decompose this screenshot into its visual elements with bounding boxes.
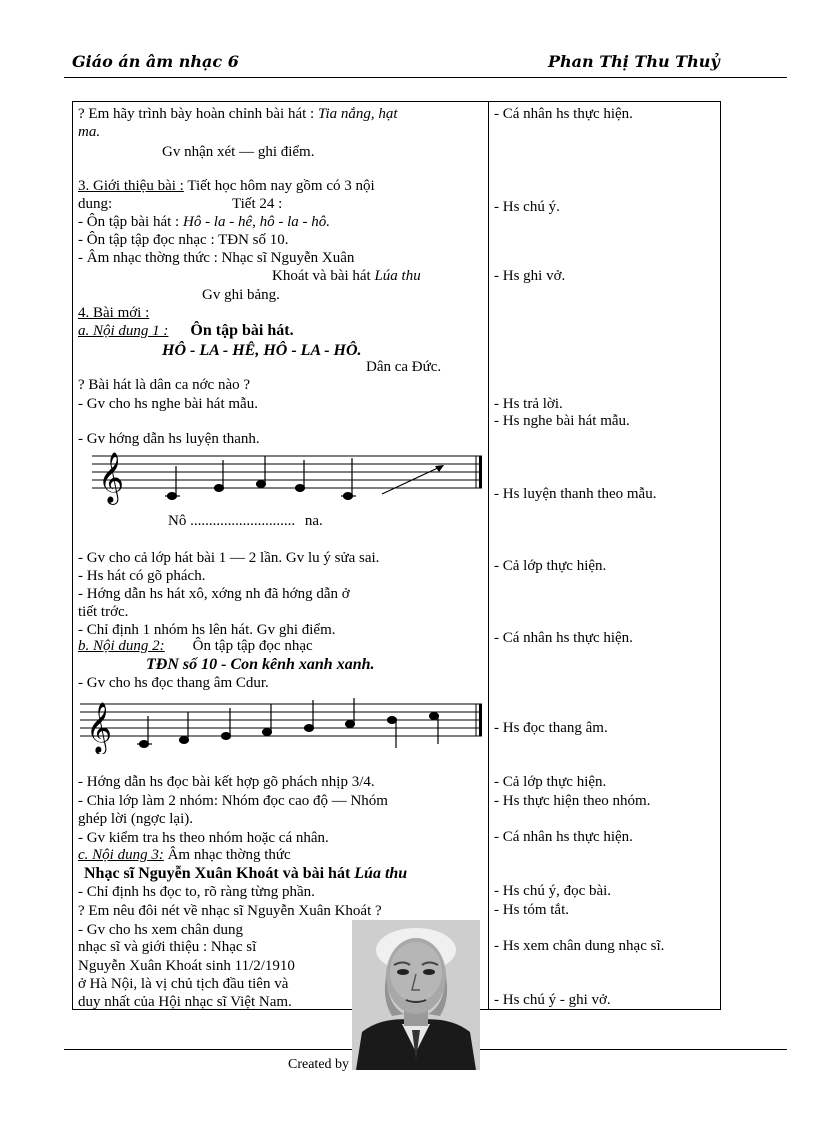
header-author: Phan Thị Thu Thuỷ: [548, 52, 720, 71]
question-1: ? Em hãy trình bày hoàn chỉnh bài hát : Tia nắng, hạt: [78, 106, 398, 122]
vocal-syllable: Nô ............................ na.: [168, 513, 323, 529]
question-composer: ? Em nêu đôi nét về nhạc sĩ Nguyễn Xuân Khoát ?: [78, 903, 382, 919]
item-music-theory: - Âm nhạc thờng thức : Nhạc sĩ Nguyễn Xuân: [78, 250, 355, 266]
teacher-check: - Gv kiểm tra hs theo nhóm hoặc cá nhân.: [78, 830, 329, 846]
student-response: - Hs ghi vở.: [494, 268, 566, 284]
treble-clef-icon: 𝄞: [98, 452, 125, 503]
student-response: - Hs nghe bài hát mẫu.: [494, 413, 630, 429]
student-response: - Hs đọc thang âm.: [494, 720, 608, 736]
group-sing: - Chỉ định 1 nhóm hs lên hát. Gv ghi điểm.: [78, 622, 336, 638]
split-groups: - Chia lớp làm 2 nhóm: Nhóm đọc cao độ — Nhóm: [78, 793, 388, 809]
content-3-heading: c. Nội dung 3: Âm nhạc thờng thức: [78, 847, 291, 863]
student-response: - Hs thực hiện theo nhóm.: [494, 793, 651, 809]
student-response: - Hs chú ý.: [494, 199, 560, 215]
student-response: - Hs chú ý, đọc bài.: [494, 883, 612, 899]
student-response: - Cả lớp thực hiện.: [494, 774, 607, 790]
listen-sample: - Gv cho hs nghe bài hát mẫu.: [78, 396, 258, 412]
student-response: - Cá nhân hs thực hiện.: [494, 106, 633, 122]
composer-portrait: [352, 920, 480, 1070]
column-divider: [488, 101, 489, 1010]
lesson-number: Tiết 24 :: [232, 196, 283, 212]
warmup-staff: [92, 448, 484, 510]
question-1-cont: ma.: [78, 124, 101, 140]
footer-created: Created by: [288, 1057, 350, 1072]
scale-reading: - Gv cho hs đọc thang âm Cdur.: [78, 675, 269, 691]
student-response: - Hs chú ý - ghi vở.: [494, 992, 611, 1008]
split-groups-cont: ghép lời (ngợc lại).: [78, 811, 193, 827]
bio-line-1: nhạc sĩ và giới thiệu : Nhạc sĩ: [78, 939, 257, 955]
item-music-theory-cont: Khoát và bài hát Lúa thu: [272, 268, 421, 284]
student-response: - Cá nhân hs thực hiện.: [494, 630, 633, 646]
content-label: dung:: [78, 196, 113, 212]
section-3: 3. Giới thiệu bài : Tiết học hôm nay gồm có 3 nội: [78, 178, 375, 194]
header-title: Giáo án âm nhạc 6: [72, 52, 239, 71]
bio-line-3: ở Hà Nội, là vị chủ tịch đầu tiên và: [78, 976, 289, 992]
student-response: - Cả lớp thực hiện.: [494, 558, 607, 574]
portrait-intro: - Gv cho hs xem chân dung: [78, 922, 243, 938]
whole-class-sing: - Gv cho cả lớp hát bài 1 — 2 lần. Gv lu ý sửa sai.: [78, 550, 380, 566]
reading-title: TĐN số 10 - Con kênh xanh xanh.: [146, 656, 375, 673]
student-response: - Hs trả lời.: [494, 396, 563, 412]
call-response-cont: tiết trớc.: [78, 604, 129, 620]
student-response: - Cá nhân hs thực hiện.: [494, 829, 633, 845]
call-response: - Hớng dẫn hs hát xô, xớng nh đã hớng dẫn ở: [78, 586, 350, 602]
question-origin: ? Bài hát là dân ca nớc nào ?: [78, 377, 251, 393]
song-title: HÔ - LA - HÊ, HÔ - LA - HÔ.: [162, 342, 362, 359]
treble-clef-icon: 𝄞: [86, 702, 113, 753]
item-song: - Ôn tập bài hát : Hô - la - hê, hô - la - hô.: [78, 214, 331, 230]
read-aloud: - Chỉ định hs đọc to, rõ ràng từng phần.: [78, 884, 315, 900]
content-2-heading: b. Nội dung 2: Ôn tập tập đọc nhạc: [78, 638, 313, 654]
composer-title: Nhạc sĩ Nguyễn Xuân Khoát và bài hát Lúa thu: [84, 865, 408, 882]
board-note: Gv ghi bảng.: [202, 287, 280, 303]
header-rule: [64, 77, 787, 78]
teacher-note: Gv nhận xét — ghi điểm.: [162, 144, 315, 160]
song-origin: Dân ca Đức.: [366, 359, 442, 375]
student-response: - Hs tóm tắt.: [494, 902, 569, 918]
sing-with-beat: - Hs hát có gõ phách.: [78, 568, 206, 584]
content-1-heading: a. Nội dung 1 : Ôn tập bài hát.: [78, 322, 294, 339]
scale-staff: [80, 696, 484, 754]
vocal-warmup: - Gv hớng dẫn hs luyện thanh.: [78, 431, 260, 447]
bio-line-2: Nguyễn Xuân Khoát sinh 11/2/1910: [78, 958, 295, 974]
item-reading: - Ôn tập tập đọc nhạc : TĐN số 10.: [78, 232, 289, 248]
read-with-beat: - Hớng dẫn hs đọc bài kết hợp gõ phách nhịp 3/4.: [78, 774, 375, 790]
bio-line-4: duy nhất của Hội nhạc sĩ Việt Nam.: [78, 994, 292, 1010]
section-4: 4. Bài mới :: [78, 305, 150, 321]
student-response: - Hs xem chân dung nhạc sĩ.: [494, 938, 665, 954]
student-response: - Hs luyện thanh theo mẫu.: [494, 486, 657, 502]
